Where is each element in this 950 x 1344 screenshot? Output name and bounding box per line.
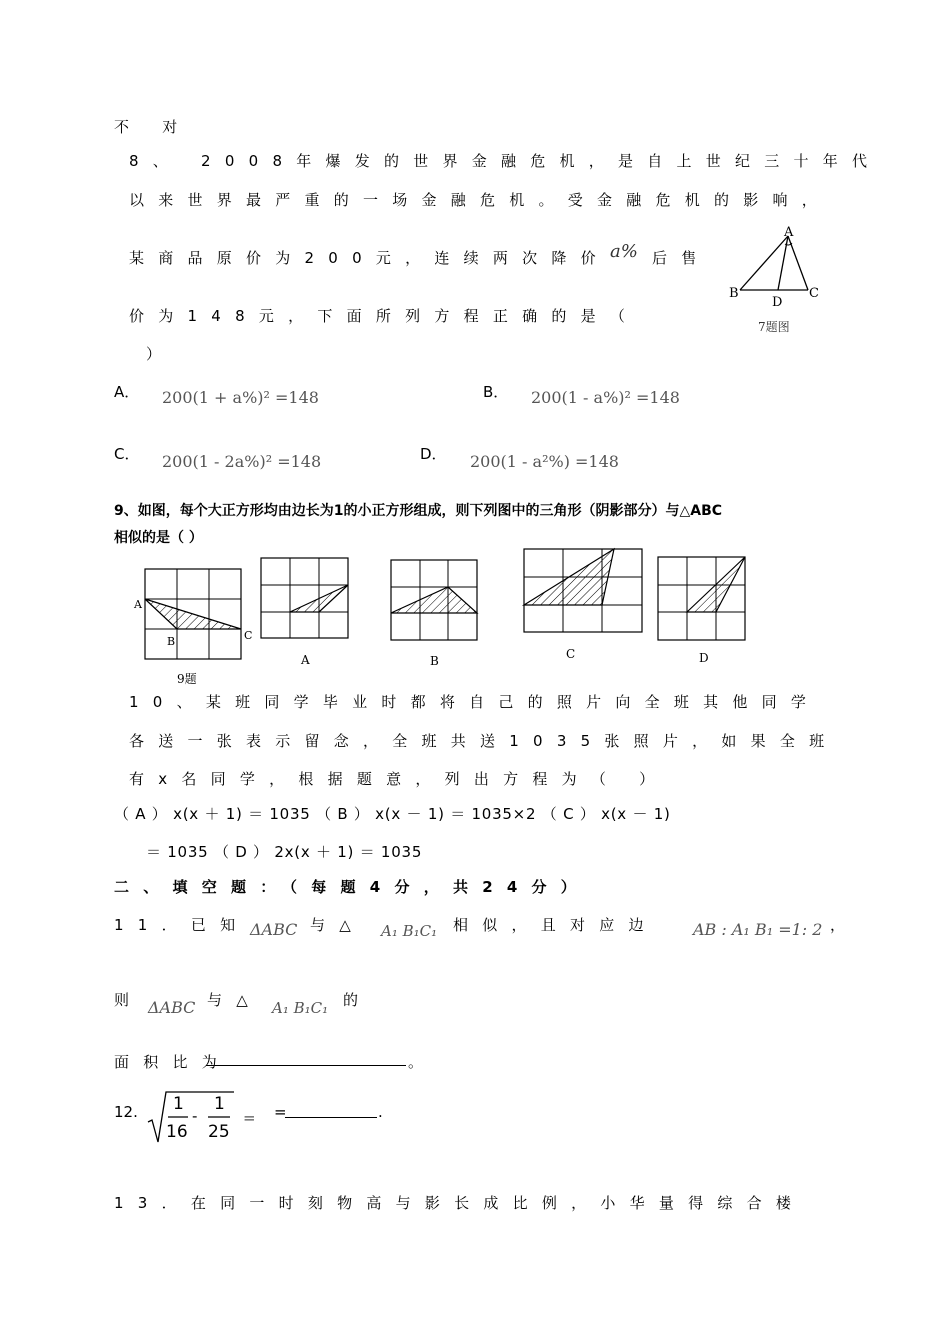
q11-ze: 则 [114,991,130,1009]
q8-line3a: 某商品原价为200元，连续两次降价 [129,249,610,267]
option-c-figure [524,549,642,661]
option-d-caption: D [699,651,709,665]
section2-title: 二、填空题：（每题4分，共24分） [114,878,591,896]
frac2-num: 1 [214,1094,225,1114]
top-text: 不 对 [114,118,192,136]
option-c-caption: C [566,647,576,661]
q9-figures [130,540,770,690]
q8-line3b: 后售 [652,249,711,267]
q10-line3: 有x名同学，根据题意，列出方程为（ ） [129,770,669,788]
q8-line4: 价为148元，下面所列方程正确的是（ [129,307,640,325]
minus-sign: - [192,1107,198,1125]
main-label-b: B [167,635,176,648]
label-b: B [729,286,739,301]
option-b-figure [391,560,477,668]
q8-line1: 8、 2008年爆发的世界金融危机，是自上世纪三十年代 [129,152,882,170]
q11-comma: ， [830,916,846,934]
q11-de: 的 [343,991,359,1009]
q12-end: . [378,1103,383,1121]
q11-ratio: AB : A₁ B₁ =1: 2 [693,920,823,939]
q9-line2: 相似的是（ ） [114,530,203,546]
option-b-label: B． [483,383,509,401]
q13-line1: 13．在同一时刻物高与影长成比例，小华量得综合楼 [114,1194,806,1212]
q8-variable: a% [610,241,638,262]
q12-num: 12. [114,1103,138,1121]
option-a-figure [261,558,348,667]
q10-line5: ＝ 1035 （ D ） 2x(x ＋ 1) ＝ 1035 [146,843,423,861]
option-a-formula: 200(1 + a%)² =148 [162,388,319,407]
q11-answer-blank[interactable] [206,1051,406,1066]
q11-tri2: A₁ B₁C₁ [381,922,438,940]
q10-line1: 10、某班同学毕业时都将自己的照片向全班其他同学 [129,693,821,711]
q10-line4: （ A ） x(x ＋ 1) ＝ 1035 （ B ） x(x － 1) ＝ 1035×2 （ C ） x(x － 1) [114,805,671,823]
option-d-figure [658,557,745,665]
q10-line2: 各送一张表示留念，全班共送1035张照片，如果全班 [129,732,839,750]
q11-area-text: 面积比为 [114,1053,232,1071]
option-a-caption: A [301,653,310,667]
q12-answer-blank[interactable] [285,1103,377,1118]
label-c: C [809,286,819,301]
figure-7-caption: 7题图 [758,320,790,334]
q9-line1: 9、如图，每个大正方形均由边长为1的小正方形组成，则下列图中的三角形（阴影部分）与△ABC [114,503,723,519]
q11-yu2: 与△ [207,991,263,1009]
option-c-label: C． [114,445,140,463]
q11-num: 11．已知 [114,916,250,934]
option-b-caption: B [430,654,439,668]
label-d: D [772,295,783,308]
frac2-den: 25 [208,1122,230,1142]
segment-ad [778,236,788,290]
side-ab [740,236,788,290]
q8-line5: ） [146,345,162,363]
frac1-num: 1 [173,1094,184,1114]
frac1-den: 16 [166,1122,188,1142]
main-label-a: A [134,598,142,611]
option-b-formula: 200(1 - a%)² =148 [531,388,680,407]
q11-yu: 与△ [310,916,366,934]
option-c-formula: 200(1 - 2a%)² =148 [162,452,322,471]
q11-tri4: A₁ B₁C₁ [272,999,329,1017]
q12-eq1: = [243,1109,256,1127]
option-d-label: D． [420,445,447,463]
q11-tri1: ΔABC [250,920,298,939]
option-a-label: A． [114,383,140,401]
q11-end: 。 [408,1053,424,1071]
main-grid-figure [133,569,252,686]
main-caption: 9题 [177,672,197,686]
q12-eq2: = [274,1103,287,1121]
option-d-formula: 200(1 - a²%) =148 [470,452,619,471]
triangle-7-figure [726,222,826,308]
q11-tri3: ΔABC [148,998,196,1017]
triangle-abc [145,599,241,629]
label-a: A [784,225,794,240]
main-label-c: C [244,629,253,642]
q11-similar: 相似，且对应边 [453,916,658,934]
q8-line2: 以来世界最严重的一场金融危机。受金融危机的影响， [129,191,832,209]
